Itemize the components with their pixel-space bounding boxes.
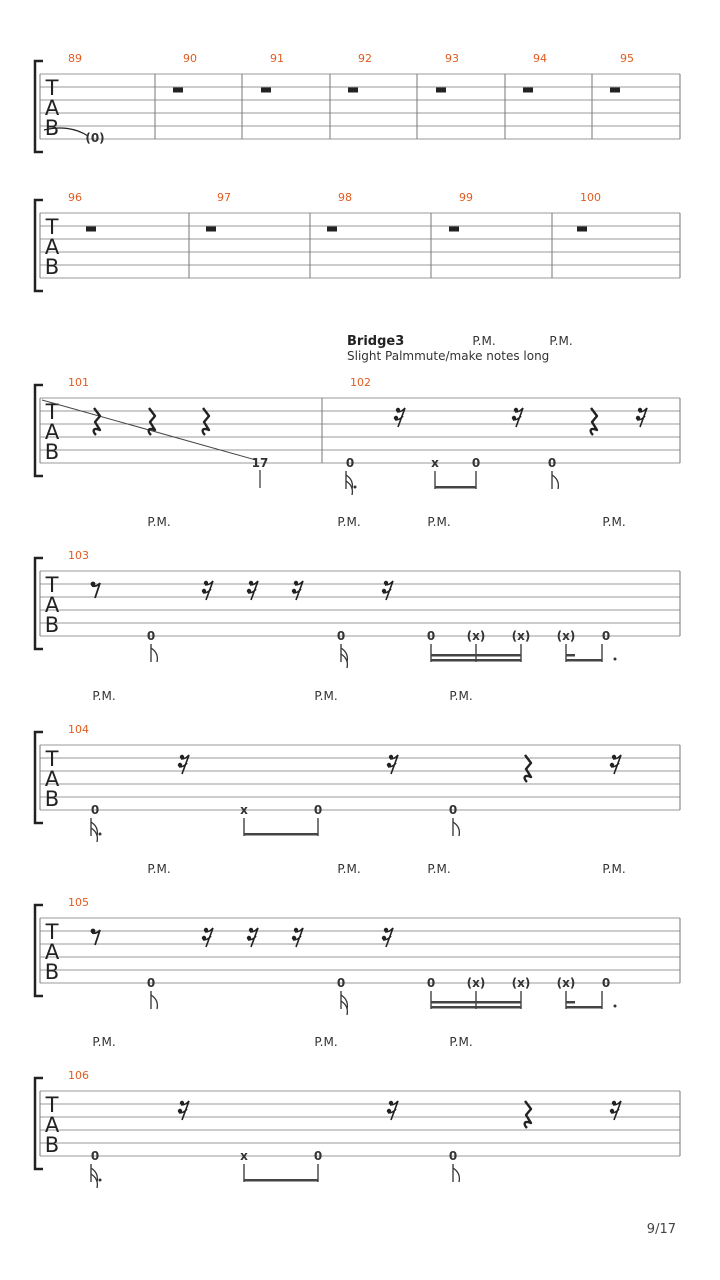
palm-mute-label: P.M. — [92, 1035, 116, 1049]
fret-number: 0 — [547, 456, 557, 470]
note-beam — [566, 654, 575, 657]
tab-clef-a: A — [44, 96, 60, 120]
tab-clef-a: A — [44, 593, 60, 617]
note-flag — [91, 1174, 97, 1188]
note-beam — [431, 659, 521, 662]
fret-number: 0 — [426, 629, 436, 643]
fret-number: 0 — [336, 976, 346, 990]
fret-number: 0 — [601, 976, 611, 990]
fret-number: (x) — [556, 976, 576, 990]
system-bracket — [35, 61, 43, 152]
tab-staff-7 — [35, 1069, 680, 1169]
fret-number: (x) — [466, 629, 486, 643]
palm-mute-label: P.M. — [602, 515, 626, 529]
measure-number: 91 — [270, 52, 284, 65]
tab-clef-b: B — [44, 440, 60, 464]
palm-mute-label: P.M. — [314, 689, 338, 703]
note-beam — [431, 1001, 521, 1004]
rest-symbol — [591, 408, 597, 435]
measure-number: 104 — [68, 723, 89, 736]
tab-clef-t: T — [45, 76, 59, 100]
system-bracket — [35, 200, 43, 291]
tab-clef-b: B — [44, 787, 60, 811]
tab-clef-t: T — [45, 1093, 59, 1117]
rest-symbol — [348, 88, 358, 93]
measure-number: 106 — [68, 1069, 89, 1082]
note-beam — [244, 1179, 318, 1182]
rhythm-dot — [99, 1179, 102, 1182]
note-flag — [552, 475, 558, 489]
measure-number: 100 — [580, 191, 601, 204]
tab-staff-1 — [35, 52, 680, 152]
measure-number: 103 — [68, 549, 89, 562]
measure-number: 101 — [68, 376, 89, 389]
note-flag — [151, 648, 157, 662]
measure-number: 105 — [68, 896, 89, 909]
system-bracket — [35, 905, 43, 996]
fret-number: (x) — [511, 629, 531, 643]
fret-number: (0) — [85, 131, 105, 145]
note-flag — [346, 481, 352, 495]
rest-symbol — [577, 227, 587, 232]
fret-number: 0 — [313, 803, 323, 817]
tab-clef-b: B — [44, 1133, 60, 1157]
rest-symbol — [523, 88, 533, 93]
tab-clef-t: T — [45, 400, 59, 424]
measure-number: 95 — [620, 52, 634, 65]
measure-number: 102 — [350, 376, 371, 389]
note-beam — [435, 486, 476, 489]
system-bracket — [35, 1078, 43, 1169]
fret-number: 0 — [471, 456, 481, 470]
palm-mute-label: P.M. — [337, 862, 361, 876]
measure-number: 93 — [445, 52, 459, 65]
tab-clef-a: A — [44, 235, 60, 259]
tab-staff-4 — [35, 549, 680, 649]
measure-number: 97 — [217, 191, 231, 204]
measure-number: 90 — [183, 52, 197, 65]
note-beam — [566, 659, 602, 662]
tab-clef-b: B — [44, 960, 60, 984]
rhythm-dot — [614, 1005, 617, 1008]
palm-mute-label: P.M. — [92, 689, 116, 703]
rest-symbol — [173, 88, 183, 93]
tab-clef-t: T — [45, 747, 59, 771]
tab-clef-t: T — [45, 920, 59, 944]
palm-mute-label: P.M. — [147, 862, 171, 876]
tab-staff-5 — [35, 723, 680, 823]
palm-mute-label: P.M. — [549, 334, 573, 348]
rest-symbol — [610, 88, 620, 93]
page-number: 9/17 — [646, 1222, 676, 1237]
fret-number: 17 — [251, 456, 269, 470]
rest-symbol — [203, 408, 209, 435]
note-beam — [566, 1006, 602, 1009]
section-title: Bridge3 — [347, 334, 405, 349]
measure-number: 99 — [459, 191, 473, 204]
palm-mute-label: P.M. — [147, 515, 171, 529]
rest-symbol — [86, 227, 96, 232]
section-note: Slight Palmmute/make notes long — [347, 349, 550, 363]
rest-symbol — [525, 755, 531, 782]
system-bracket — [35, 558, 43, 649]
tab-clef-a: A — [44, 1113, 60, 1137]
tab-clef-b: B — [44, 255, 60, 279]
note-beam — [244, 833, 318, 836]
palm-mute-label: P.M. — [337, 515, 361, 529]
fret-number: (x) — [556, 629, 576, 643]
tab-staff-2 — [35, 191, 680, 291]
tab-clef-a: A — [44, 767, 60, 791]
note-beam — [566, 1001, 575, 1004]
palm-mute-label: P.M. — [449, 689, 473, 703]
rest-symbol — [206, 227, 216, 232]
note-flag — [151, 995, 157, 1009]
tab-staff-3 — [35, 376, 680, 476]
tab-clef-t: T — [45, 215, 59, 239]
fret-number: 0 — [426, 976, 436, 990]
rhythm-dot — [614, 658, 617, 661]
rhythm-dot — [99, 833, 102, 836]
rhythm-dot — [354, 486, 357, 489]
fret-number: 0 — [448, 803, 458, 817]
fret-number: 0 — [336, 629, 346, 643]
measure-number: 92 — [358, 52, 372, 65]
fret-number: x — [431, 456, 439, 470]
rest-symbol — [94, 408, 100, 435]
fret-number: 0 — [601, 629, 611, 643]
fret-number: 0 — [345, 456, 355, 470]
measure-number: 94 — [533, 52, 547, 65]
fret-number: 0 — [146, 629, 156, 643]
measure-number: 98 — [338, 191, 352, 204]
note-beam — [431, 654, 521, 657]
fret-number: x — [240, 803, 248, 817]
rest-symbol — [436, 88, 446, 93]
note-flag — [453, 822, 459, 836]
palm-mute-label: P.M. — [427, 862, 451, 876]
tab-clef-t: T — [45, 573, 59, 597]
palm-mute-label: P.M. — [602, 862, 626, 876]
rest-symbol — [327, 227, 337, 232]
palm-mute-label: P.M. — [427, 515, 451, 529]
tab-clef-b: B — [44, 116, 60, 140]
note-beam — [431, 1006, 521, 1009]
rest-symbol — [449, 227, 459, 232]
tab-clef-a: A — [44, 940, 60, 964]
note-flag — [341, 654, 347, 668]
fret-number: (x) — [466, 976, 486, 990]
rest-symbol — [261, 88, 271, 93]
fret-number: 0 — [146, 976, 156, 990]
fret-number: x — [240, 1149, 248, 1163]
note-flag — [341, 1001, 347, 1015]
note-flag — [453, 1168, 459, 1182]
palm-mute-label: P.M. — [449, 1035, 473, 1049]
system-bracket — [35, 385, 43, 476]
rest-symbol — [525, 1101, 531, 1128]
measure-number: 89 — [68, 52, 82, 65]
fret-number: 0 — [313, 1149, 323, 1163]
tab-staff-6 — [35, 896, 680, 996]
fret-number: 0 — [448, 1149, 458, 1163]
palm-mute-label: P.M. — [314, 1035, 338, 1049]
tab-clef-b: B — [44, 613, 60, 637]
fret-number: 0 — [90, 1149, 100, 1163]
palm-mute-label: P.M. — [472, 334, 496, 348]
note-flag — [91, 828, 97, 842]
system-bracket — [35, 732, 43, 823]
measure-number: 96 — [68, 191, 82, 204]
fret-number: (x) — [511, 976, 531, 990]
tab-clef-a: A — [44, 420, 60, 444]
fret-number: 0 — [90, 803, 100, 817]
